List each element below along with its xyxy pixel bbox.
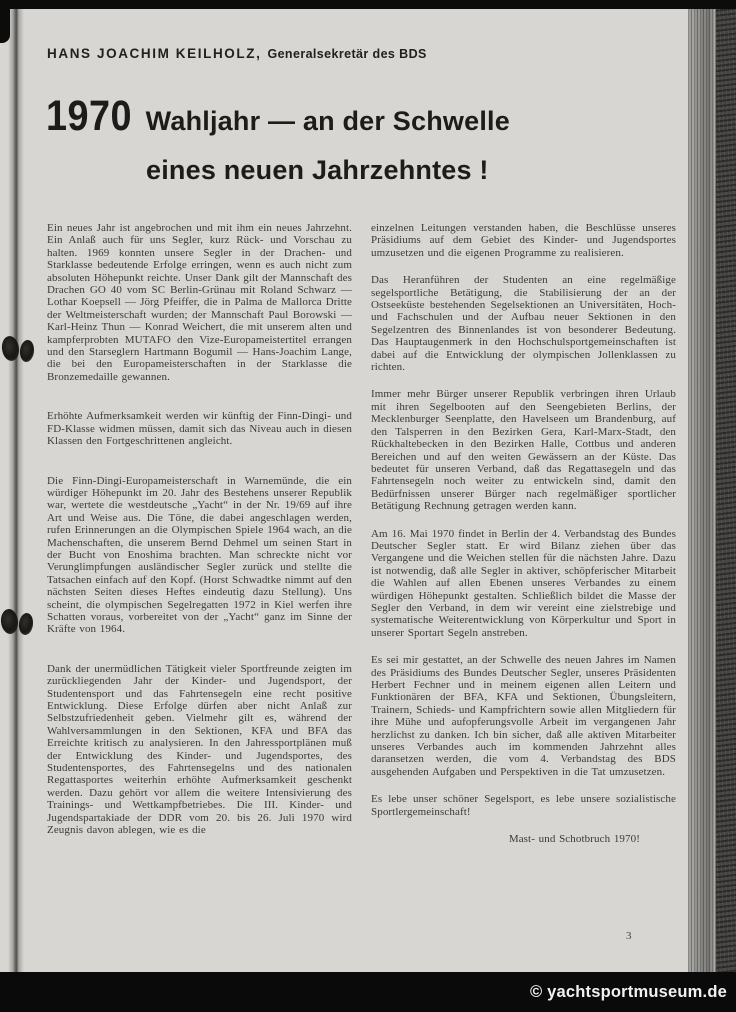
scan-corner-shadow <box>0 9 10 43</box>
right-column <box>371 222 676 863</box>
page-number: 3 <box>626 930 632 942</box>
binding-gutter-shadow <box>8 9 24 972</box>
paragraph: Die Finn-Dingi-Europameisterschaft in Warnemünde, die ein würdiger Höhepunkt im 20. Jahr des Bestehens unserer Republik war, wertete die westdeutsche „Yacht“ in der Nr. 19/69 auf ihre Art und Weise aus. Die Töne, die dabei angeschlagen werden, rufen Erinnerungen an die Olympischen Spiele 1964 wach, an die Machenschaften, die unserem Bernd Dehmel um seinen Start in der Bucht von Enoshima brachten. Man schreckte nicht vor Verunglimpfungen ausländischer Segler zurück und stellte die Tatsachen einfach auf den Kopf. (Horst Schwadtke nimmt auf den nächsten Seiten dieses Heftes eindeutig dazu Stellung). Uns scheint, die olympischen Segelregatten 1972 in Kiel werfen ihre Schatten voraus, vorbereitet von der „Yacht“ ganz im Sinne der Kräfte von 1964. <box>47 474 352 636</box>
article-signoff: Mast- und Schotbruch 1970! <box>508 833 640 846</box>
author-name: HANS JOACHIM KEILHOLZ, <box>47 46 262 61</box>
author-byline <box>47 45 427 63</box>
paragraph: Es sei mir gestattet, an der Schwelle des neuen Jahres im Namen des Präsidiums des Bundes Deutscher Segler, unseres Präsidenten Herbert Fechner und in meinem eigenen allen Leitern und Funktionären der BFA, KFA und Sektionen, Übungsleitern, Trainern, Schieds- und Kampfrichtern sowie allen Mitgliedern für ihre Mühe und aufopferungsvolle Arbeit im vergangenen Jahr herzlichst zu danken. Ich bin sicher, daß alle aktiven Mitarbeiter unseres Verbandes auch im kommenden Jahrzehnt alles daransetzen werden, die vom 4. Verbandstag des BDS ausgehenden Aufgaben und Perspektiven in die Tat umzusetzen. <box>371 654 676 778</box>
scan-background <box>714 0 736 1012</box>
paragraph: Immer mehr Bürger unserer Republik verbringen ihren Urlaub mit ihren Segelbooten auf den Seengebieten Berlins, der Mecklenburger Seenplatte, den Havelseen um Brandenburg, auf den Talsperren in den Bezirken Gera, Karl-Marx-Stadt, den Rückhaltebecken in den Bezirken Halle, Cottbus und anderen Bereichen und auf den weiten Gewässern an der Küste. Das bedeutet für unseren Verband, daß das Regattasegeln und das Fahrtensegeln noch weiter zu entwickeln sind, damit den Bedürfnissen unserer Bürger nach regelmäßiger sportlicher Betätigung Rechnung getragen werden kann. <box>371 388 676 513</box>
paragraph: Dank der unermüdlichen Tätigkeit vieler Sportfreunde zeigten im zurückliegenden Jahr der Kinder- und Jugendsport, der Studentensport und das Fahrtensegeln eine recht positive Entwicklung. Diese Erfolge dürfen aber nicht Anlaß zur Selbstzufriedenheit geben. Vielmehr gilt es, während der Wahlversammlungen in den Sektionen, KFA und BFA das Erreichte kritisch zu analysieren. In den Jahressportplänen muß der Entwicklung des Kinder- und Jugendsportes, des Studentensportes, des Fahrtensegelns und des nationalen Regattasportes weiterhin erhöhte Aufmerksamkeit geschenkt werden. Dazu gehört vor allem die weitere Intensivierung des Trainings- und Wettkampfbetriebes. Die III. Kinder- und Jugendspartakiade der DDR vom 20. bis 26. Juli 1970 wird Zeugnis davon ablegen, wie es die <box>47 662 352 837</box>
article-body <box>47 222 677 863</box>
title-line-1: Wahljahr — an der Schwelle <box>145 106 510 136</box>
scan-top-edge <box>0 0 736 9</box>
title-year: 1970 <box>46 92 132 140</box>
paragraph: Am 16. Mai 1970 findet in Berlin der 4. Verbandstag des Bundes Deutscher Segler statt. Er wird Bilanz ziehen über das Vergangene und die Weichen stellen für die nächsten Jahre. Dazu ist notwendig, daß alle Segler in aktiver, schöpferischer Mitarbeit die Wahlen auf allen Ebenen unseres Verbandes zu einem würdigen Höhepunkt gestalten. Schließlich bildet die Masse der Segler den Verband, in dem wir vereint eine zielstrebige und systematische Weiterentwicklung von Körperkultur und Sport in unserer Sportart Segeln anstreben. <box>371 527 676 639</box>
paragraph: Das Heranführen der Studenten an eine regelmäßige segelsportliche Betätigung, die Stabilisierung der an der Ostseeküste bestehenden Segelsektionen an Universitäten, Hoch- und Fachschulen und der Aufbau neuer Sektionen in den Segelzentren des Binnenlandes ist von besonderer Bedeutung. Das Hauptaugenmerk in den Hochschulsportgemeinschaften ist dabei auf die Entwicklung der olympischen Jollenklassen zu richten. <box>371 274 676 374</box>
punch-hole <box>19 339 35 362</box>
watermark-bar <box>0 972 736 1012</box>
paragraph: einzelnen Leitungen verstanden haben, die Beschlüsse unseres Präsidiums auf dem Gebiet des Kinder- und Jugendsportes umzusetzen und die eigenen Programme zu realisieren. <box>371 222 676 259</box>
title-line-2: eines neuen Jahrzehntes ! <box>146 155 489 185</box>
paragraph: Ein neues Jahr ist angebrochen und mit ihm ein neues Jahrzehnt. Ein Anlaß auch für uns Segler, kurz Rück- und Vorschau zu halten. 1969 konnten unsere Segler in der Drachen- und Starklasse bedeutende Erfolge erringen, wenn es auch nicht zum absoluten Höhepunkt reichte. Unser Dank gilt der Mannschaft des Drachen GO 40 vom SC Berlin-Grünau mit Roland Schwarz — Lothar Koepsell — Jörg Pfeiffer, die in Palma de Mallorca Dritte der Weltmeisterschaft wurden; der Mannschaft Paul Borowski — Karl-Heinz Thun — Konrad Weichert, die mit unserem alten und kampferprobten MUTAFO den Vize-Europameistertitel errangen und den Starseglern Hartmann Bogumil — Hans-Joachim Lange, die bei den Europameisterschaften in der Starklasse die Bronzemedaille gewannen. <box>47 222 352 383</box>
author-role: Generalsekretär des BDS <box>267 47 427 61</box>
magazine-page <box>0 9 688 972</box>
article-title <box>46 92 510 141</box>
paragraph: Es lebe unser schöner Segelsport, es lebe unsere sozialistische Sportlergemeinschaft! <box>371 793 676 818</box>
page-stack-edge <box>686 9 716 972</box>
left-column <box>47 222 352 863</box>
paragraph: Erhöhte Aufmerksamkeit werden wir künftig der Finn-Dingi- und FD-Klasse widmen müssen, damit sich das Niveau auch in diesen Klassen den Fortgeschrittenen angleicht. <box>47 410 352 448</box>
watermark-text: © yachtsportmuseum.de <box>530 982 727 1001</box>
